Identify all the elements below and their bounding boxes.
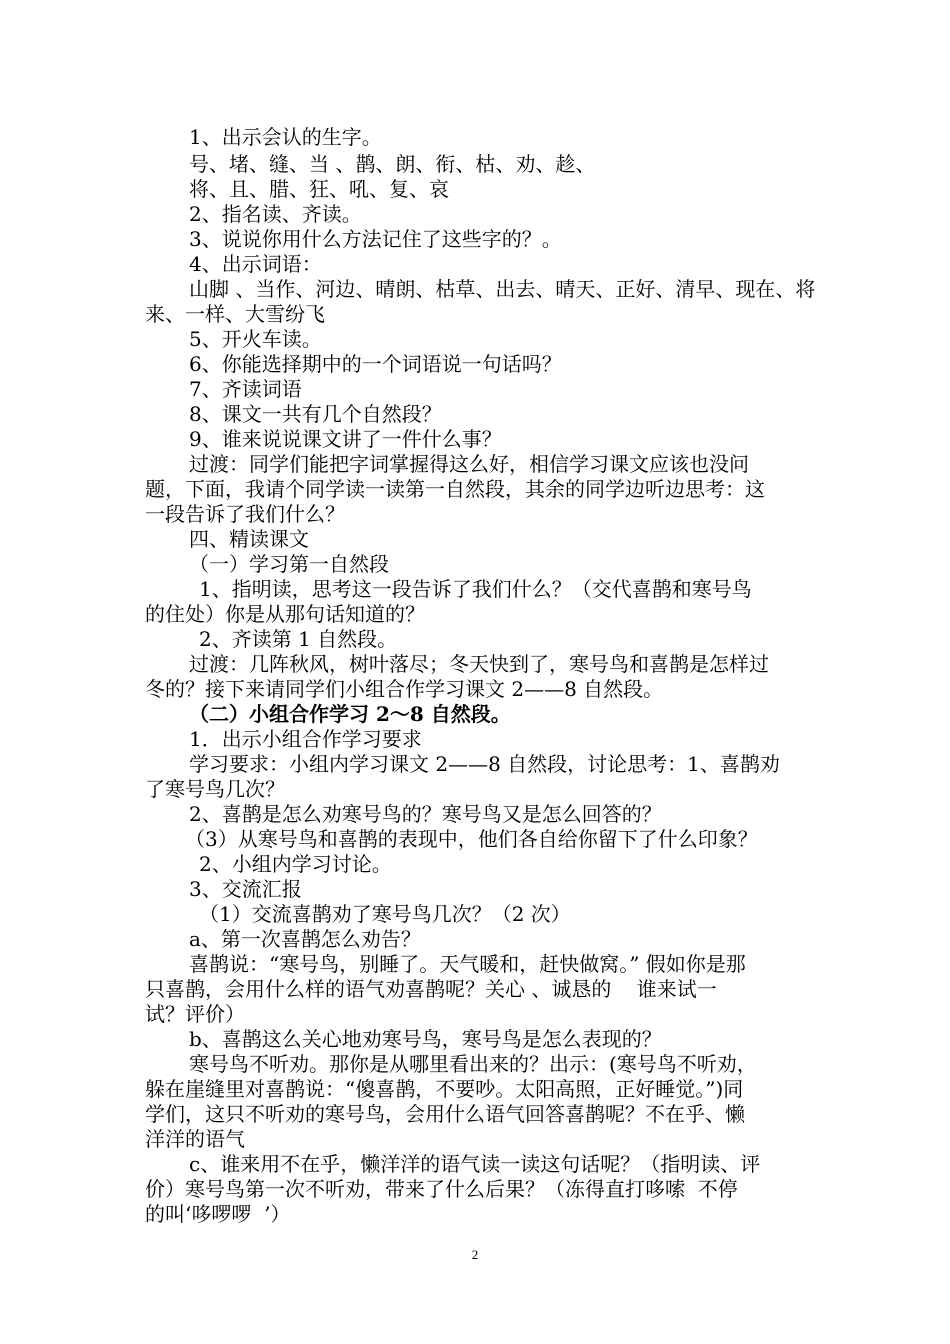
text-line-23: 冬的？接下来请同学们小组合作学习课文 2——8 自然段。 xyxy=(145,677,664,701)
text-line-29: （3）从寒号鸟和喜鹊的表现中，他们各自给你留下了什么印象？ xyxy=(185,827,758,851)
text-line-10: 6、你能选择期中的一个词语说一句话吗？ xyxy=(189,352,562,376)
text-line-28: 2、喜鹊是怎么劝寒号鸟的？寒号鸟又是怎么回答的？ xyxy=(189,802,662,826)
text-line-36: 试？评价） xyxy=(145,1002,245,1026)
subsection-heading-1: （一）学习第一自然段 xyxy=(189,552,389,576)
text-line-39: 躲在崖缝里对喜鹊说：“傻喜鹊，不要吵。太阳高照，正好睡觉。”)同 xyxy=(145,1077,744,1101)
text-line-35: 只喜鹊，会用什么样的语气劝喜鹊呢？关心 、诚恳的 谁来试一 xyxy=(145,977,717,1001)
text-line-34: 喜鹊说：“寒号鸟，别睡了。天气暖和，赶快做窝。” 假如你是那 xyxy=(189,952,746,976)
text-line-11: 7、齐读词语 xyxy=(189,377,302,401)
text-line-19: 1、指明读，思考这一段告诉了我们什么？（交代喜鹊和寒号鸟 xyxy=(199,577,752,601)
text-line-21: 2、齐读第 1 自然段。 xyxy=(199,627,398,651)
section-heading-4: 四、精读课文 xyxy=(189,527,309,551)
text-line-33: a、第一次喜鹊怎么劝告？ xyxy=(189,927,421,951)
text-line-7: 山脚 、当作、河边、晴朗、枯草、出去、晴天、正好、清早、现在、将 xyxy=(189,277,816,301)
text-line-26: 学习要求：小组内学习课文 2——8 自然段，讨论思考：1、喜鹊劝 xyxy=(189,752,780,776)
text-line-20: 的住处）你是从那句话知道的？ xyxy=(145,602,425,626)
subsection-heading-2: （二）小组合作学习 2～8 自然段。 xyxy=(189,702,511,726)
text-line-13: 9、谁来说说课文讲了一件什么事？ xyxy=(189,427,502,451)
text-line-31: 3、交流汇报 xyxy=(189,877,302,901)
text-line-37: b、喜鹊这么关心地劝寒号鸟，寒号鸟是怎么表现的？ xyxy=(189,1027,662,1051)
text-line-25: 1．出示小组合作学习要求 xyxy=(189,727,422,751)
text-line-32: （1）交流喜鹊劝了寒号鸟几次？（2 次） xyxy=(199,902,571,926)
text-line-16: 一段告诉了我们什么？ xyxy=(145,502,345,526)
text-line-44: 的叫‘哆啰啰 ’） xyxy=(145,1202,291,1226)
page-number: 2 xyxy=(471,1247,479,1262)
text-line-38: 寒号鸟不听劝。那你是从哪里看出来的？出示：(寒号鸟不听劝， xyxy=(189,1052,757,1076)
text-line-4: 2、指名读、齐读。 xyxy=(189,202,362,226)
text-line-3: 将、且、腊、狂、吼、复、哀 xyxy=(189,177,449,201)
text-line-6: 4、出示词语： xyxy=(189,252,322,276)
text-line-2: 号、堵、缝、当 、鹊、朗、衔、枯、劝、趁、 xyxy=(189,152,596,176)
text-line-5: 3、说说你用什么方法记住了这些字的？。 xyxy=(189,227,562,251)
text-line-1: 1、出示会认的生字。 xyxy=(189,125,382,149)
text-line-9: 5、开火车读。 xyxy=(189,327,322,351)
text-line-22: 过渡：几阵秋风，树叶落尽；冬天快到了，寒号鸟和喜鹊是怎样过 xyxy=(189,652,769,676)
text-line-12: 8、课文一共有几个自然段？ xyxy=(189,402,442,426)
text-line-15: 题，下面，我请个同学读一读第一自然段，其余的同学边听边思考：这 xyxy=(145,477,765,501)
text-line-8: 来、一样、大雪纷飞 xyxy=(145,302,325,326)
text-line-43: 价）寒号鸟第一次不听劝，带来了什么后果？（冻得直打哆嗦 不停 xyxy=(145,1177,738,1201)
text-line-14: 过渡：同学们能把字词掌握得这么好，相信学习课文应该也没问 xyxy=(189,452,749,476)
text-line-30: 2、小组内学习讨论。 xyxy=(199,852,392,876)
text-line-40: 学们，这只不听劝的寒号鸟，会用什么语气回答喜鹊呢？不在乎、懒 xyxy=(145,1102,745,1126)
text-line-41: 洋洋的语气 xyxy=(145,1127,245,1151)
text-line-42: c、谁来用不在乎，懒洋洋的语气读一读这句话呢？（指明读、评 xyxy=(189,1152,761,1176)
text-line-27: 了寒号鸟几次？ xyxy=(145,777,285,801)
